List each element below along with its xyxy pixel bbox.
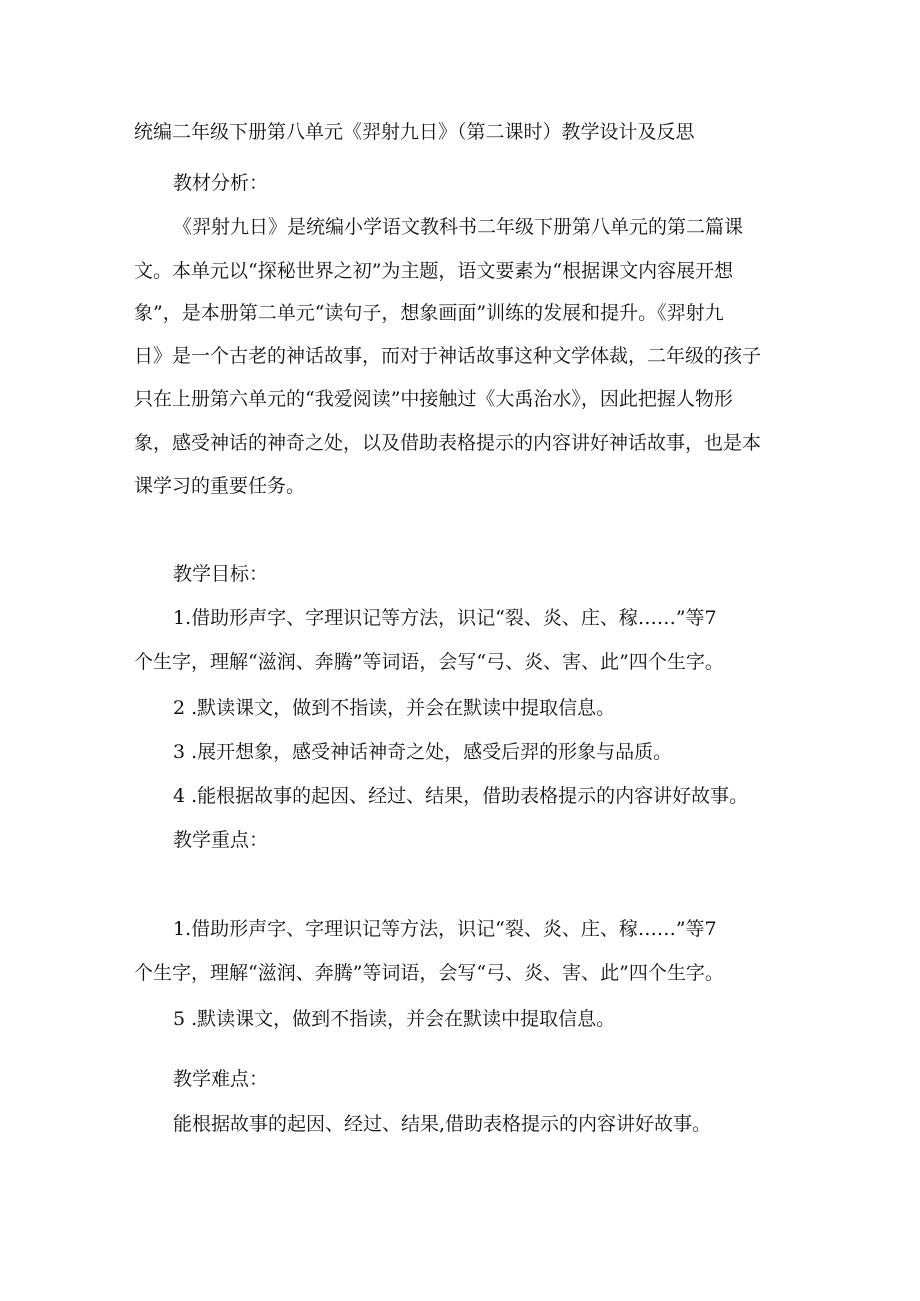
- goal-item-1: 1.借助形声字、字理识记等方法，识记“裂、炎、庄、稼……”等7: [173, 607, 717, 629]
- analysis-line: 象，感受神话的神奇之处，以及借助表格提示的内容讲好神话故事，也是本: [134, 432, 762, 454]
- goal-item-2: 2 .默读课文，做到不指读，并会在默读中提取信息。: [173, 697, 616, 719]
- analysis-line: 课学习的重要任务。: [134, 475, 306, 497]
- analysis-line: 象”，是本册第二单元“读句子，想象画面”训练的发展和提升。《羿射九: [134, 302, 724, 324]
- key-point-item-1-continued: 个生字，理解“滋润、奔腾”等词语，会写“弓、炎、害、此”四个生字。: [134, 962, 724, 984]
- difficulty-text: 能根据故事的起因、经过、结果,借助表格提示的内容讲好故事。: [173, 1113, 712, 1135]
- document-title: 统编二年级下册第八单元《羿射九日》（第二课时）教学设计及反思: [134, 121, 695, 143]
- section-heading-analysis: 教材分析：: [173, 172, 269, 194]
- analysis-line: 文。本单元以“探秘世界之初”为主题，语文要素为“根据课文内容展开想: [134, 260, 734, 282]
- section-heading-key-points: 教学重点：: [173, 829, 269, 851]
- key-point-item-2: 5 .默读课文，做到不指读，并会在默读中提取信息。: [173, 1008, 616, 1030]
- goal-item-1-continued: 个生字，理解“滋润、奔腾”等词语，会写“弓、炎、害、此”四个生字。: [134, 651, 724, 673]
- goal-item-3: 3 .展开想象，感受神话神奇之处，感受后羿的形象与品质。: [173, 741, 673, 763]
- analysis-line: 只在上册第六单元的“我爱阅读”中接触过《大禹治水》，因此把握人物形: [134, 388, 733, 410]
- analysis-line: 日》是一个古老的神话故事，而对于神话故事这种文学体裁，二年级的孩子: [134, 345, 762, 367]
- analysis-line: 《羿射九日》是统编小学语文教科书二年级下册第八单元的第二篇课: [173, 216, 744, 238]
- section-heading-difficulties: 教学难点：: [173, 1068, 269, 1090]
- key-point-item-1: 1.借助形声字、字理识记等方法，识记“裂、炎、庄、稼……”等7: [173, 918, 717, 940]
- goal-item-4: 4 .能根据故事的起因、经过、结果，借助表格提示的内容讲好故事。: [173, 785, 749, 807]
- section-heading-goals: 教学目标：: [173, 563, 269, 585]
